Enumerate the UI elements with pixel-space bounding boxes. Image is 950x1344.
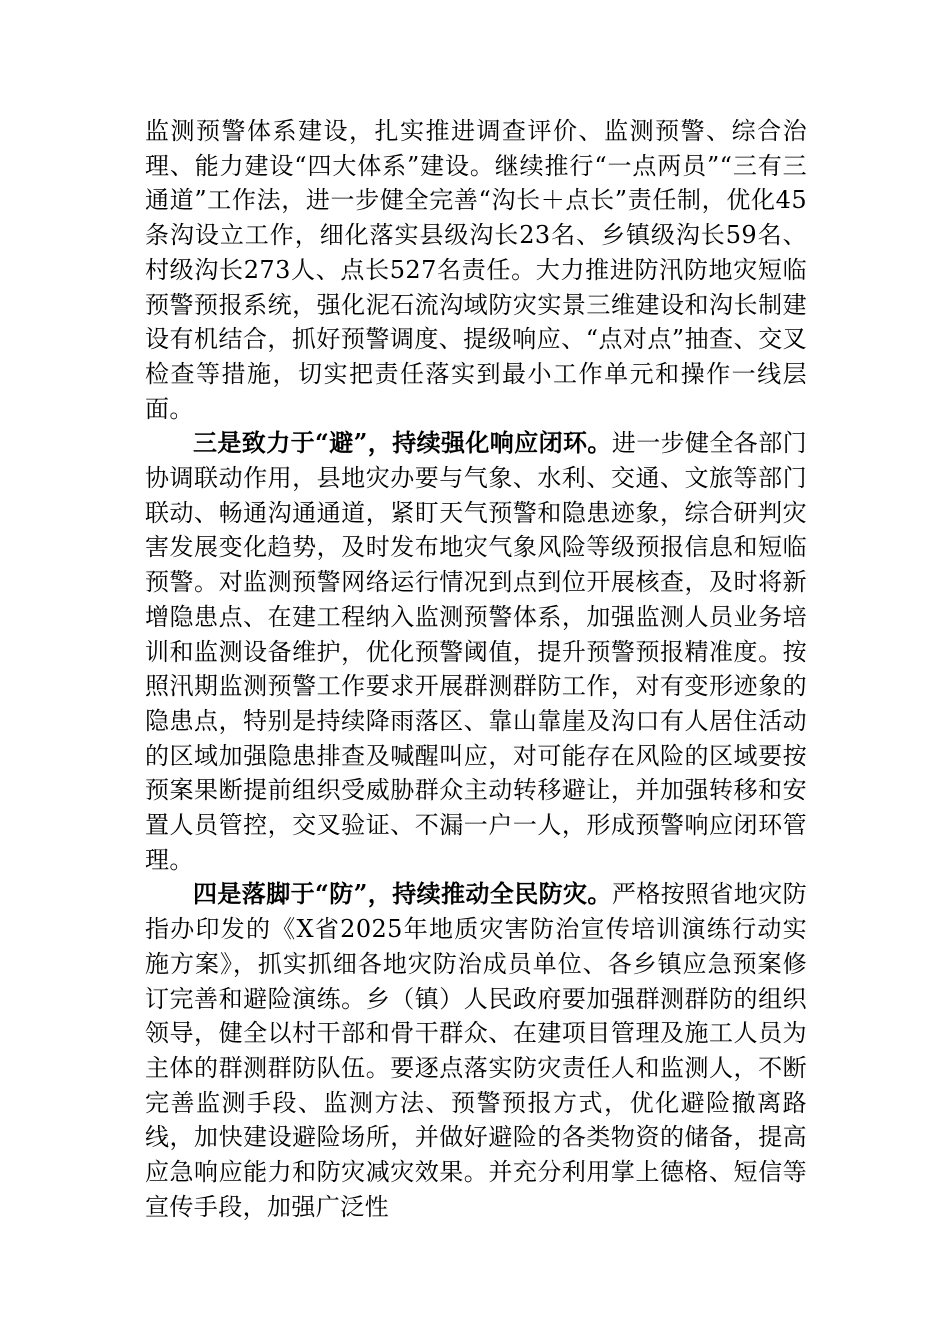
- paragraph-monitoring-system: [145, 114, 807, 426]
- paragraph-text: 严格按照省地灾防指办印发的《X省2025年地质灾害防治宣传培训演练行动实施方案》，抓实抓细各地灾防治成员单位、各乡镇应急预案修订完善和避险演练。乡（镇）人民政府要加强群测群防的组织领导，健全以村干部和骨干群众、在建项目管理及施工人员为主体的群测群防队伍。要逐点落实防灾责任人和监测人，不断完善监测手段、监测方法、预警预报方式，优化避险撤离路线，加快建设避险场所，并做好避险的各类物资的储备，提高应急响应能力和防灾减灾效果。并充分利用掌上德格、短信等宣传手段，加强广泛性: [145, 880, 808, 1221]
- paragraph-lead-heading: 三是致力于“避”，持续强化响应闭环。: [193, 428, 612, 458]
- document-body: [145, 114, 807, 1225]
- paragraph-prevent: [145, 877, 807, 1224]
- paragraph-text: 监测预警体系建设，扎实推进调查评价、监测预警、综合治理、能力建设“四大体系”建设。继续推行“一点两员”“三有三通道”工作法，进一步健全完善“沟长＋点长”责任制，优化45条沟设立工作，细化落实县级沟长23名、乡镇级沟长59名、村级沟长273人、点长527名责任。大力推进防汛防地灾短临预警预报系统，强化泥石流沟域防灾实景三维建设和沟长制建设有机结合，抓好预警调度、提级响应、“点对点”抽查、交叉检查等措施，切实把责任落实到最小工作单元和操作一线层面。: [145, 117, 807, 423]
- paragraph-text: 进一步健全各部门协调联动作用，县地灾办要与气象、水利、交通、文旅等部门联动、畅通沟通通道，紧盯天气预警和隐患迹象，综合研判灾害发展变化趋势，及时发布地灾气象风险等级预报信息和短临预警。对监测预警网络运行情况到点到位开展核查，及时将新增隐患点、在建工程纳入监测预警体系，加强监测人员业务培训和监测设备维护，优化预警阈值，提升预警预报精准度。按照汛期监测预警工作要求开展群测群防工作，对有变形迹象的隐患点，特别是持续降雨落区、靠山靠崖及沟口有人居住活动的区域加强隐患排查及喊醒叫应，对可能存在风险的区域要按预案果断提前组织受威胁群众主动转移避让，并加强转移和安置人员管控，交叉验证、不漏一户一人，形成预警响应闭环管理。: [145, 429, 808, 874]
- paragraph-lead-heading: 四是落脚于“防”，持续推动全民防灾。: [193, 879, 612, 909]
- paragraph-avoid: [145, 426, 807, 877]
